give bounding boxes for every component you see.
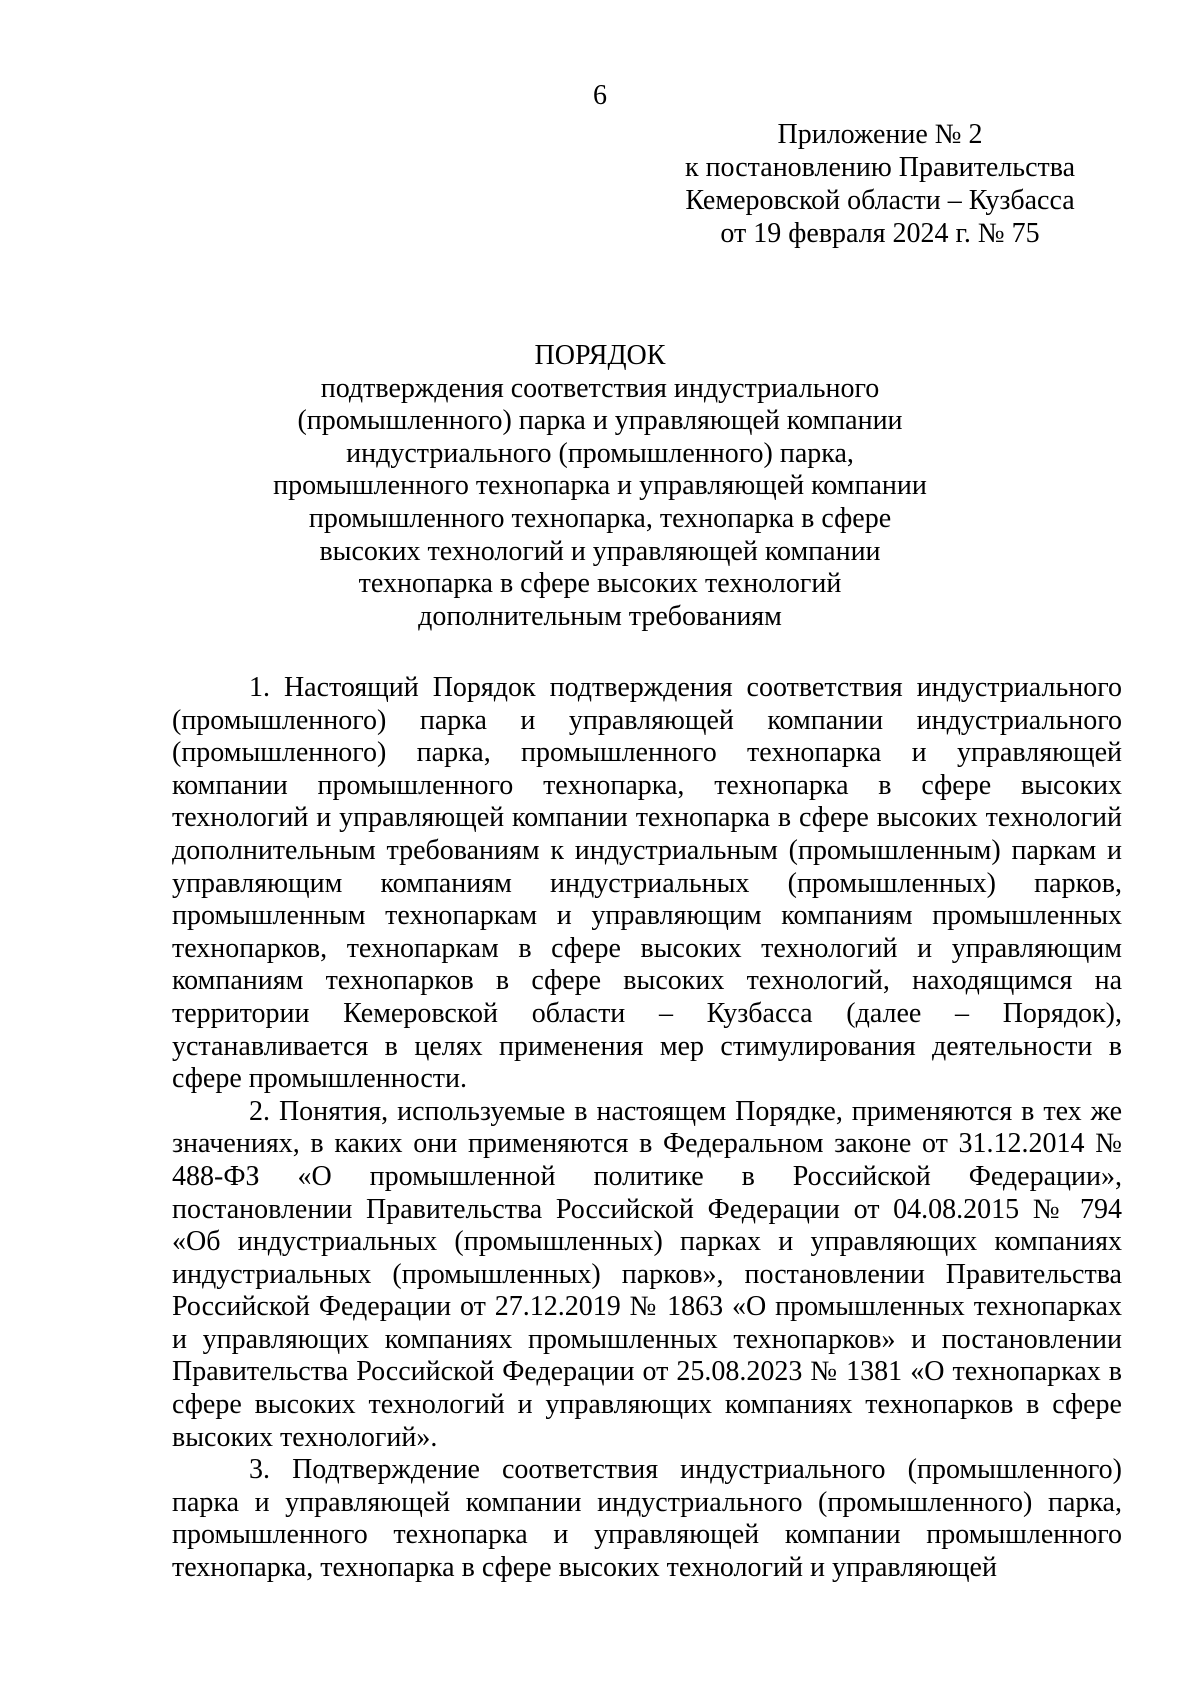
appendix-line: Приложение № 2 (777, 119, 983, 150)
paragraph-2: 2. Понятия, используемые в настоящем Порядке, применяются в тех же значениях, в каких они применяются в Федеральном законе от 31.12.2014 № 488-ФЗ «О промышленной политике в Российской Федерации», постановлении Правительства Российской Федерации от 04.08.2015 № 794 «Об индустриальных (промышленных) парках и управляющих компаниях индустриальных (промышленных) парков», постановлении Правительства Российской Федерации от 27.12.2019 № 1863 «О промышленных технопарках и управляющих компаниях промышленных технопарков» и постановлении Правительства Российской Федерации от 25.08.2023 № 1381 «О технопарках в сфере высоких технологий и управляющих компаниях технопарков в сфере высоких технологий». (172, 1095, 1122, 1453)
title-line: технопарка в сфере высоких технологий (358, 568, 842, 600)
appendix-reference (650, 118, 1110, 250)
title-line: высоких технологий и управляющей компании (319, 535, 881, 567)
page-number: 6 (593, 80, 607, 111)
appendix-line: от 19 февраля 2024 г. № 75 (720, 218, 1040, 249)
appendix-line: Кемеровской области – Кузбасса (685, 185, 1075, 216)
title-line: индустриального (промышленного) парка, (346, 437, 854, 469)
title-line: подтверждения соответствия индустриального (320, 372, 880, 404)
title-line: промышленного технопарка и управляющей компании (273, 470, 927, 502)
title-line: промышленного технопарка, технопарка в сфере (308, 502, 892, 534)
title-heading: ПОРЯДОК (534, 340, 666, 371)
title-line: (промышленного) парка и управляющей компании (297, 405, 903, 437)
paragraph-3: 3. Подтверждение соответствия индустриального (промышленного) парка и управляющей компании индустриального (промышленного) парка, промышленного технопарка и управляющей компании промышленного технопарка, технопарка в сфере высоких технологий и управляющей (172, 1454, 1122, 1584)
appendix-line: к постановлению Правительства (684, 152, 1076, 183)
title-line: дополнительным требованиям (418, 600, 782, 632)
paragraph-1: 1. Настоящий Порядок подтверждения соответствия индустриального (промышленного) парка и управляющей компании индустриального (промышленного) парка, промышленного технопарка и управляющей компании промышленного технопарка, технопарка в сфере высоких технологий и управляющей компании технопарка в сфере высоких технологий дополнительным требованиям к индустриальным (промышленным) паркам и управляющим компаниям индустриальных (промышленных) парков, промышленным технопаркам и управляющим компаниям промышленных технопарков, технопаркам в сфере высоких технологий и управляющим компаниям технопарков в сфере высоких технологий, находящимся на территории Кемеровской области – Кузбасса (далее – Порядок), устанавливается в целях применения мер стимулирования деятельности в сфере промышленности. (172, 672, 1122, 1095)
document-body (172, 672, 1122, 1585)
document-title (0, 340, 1200, 633)
